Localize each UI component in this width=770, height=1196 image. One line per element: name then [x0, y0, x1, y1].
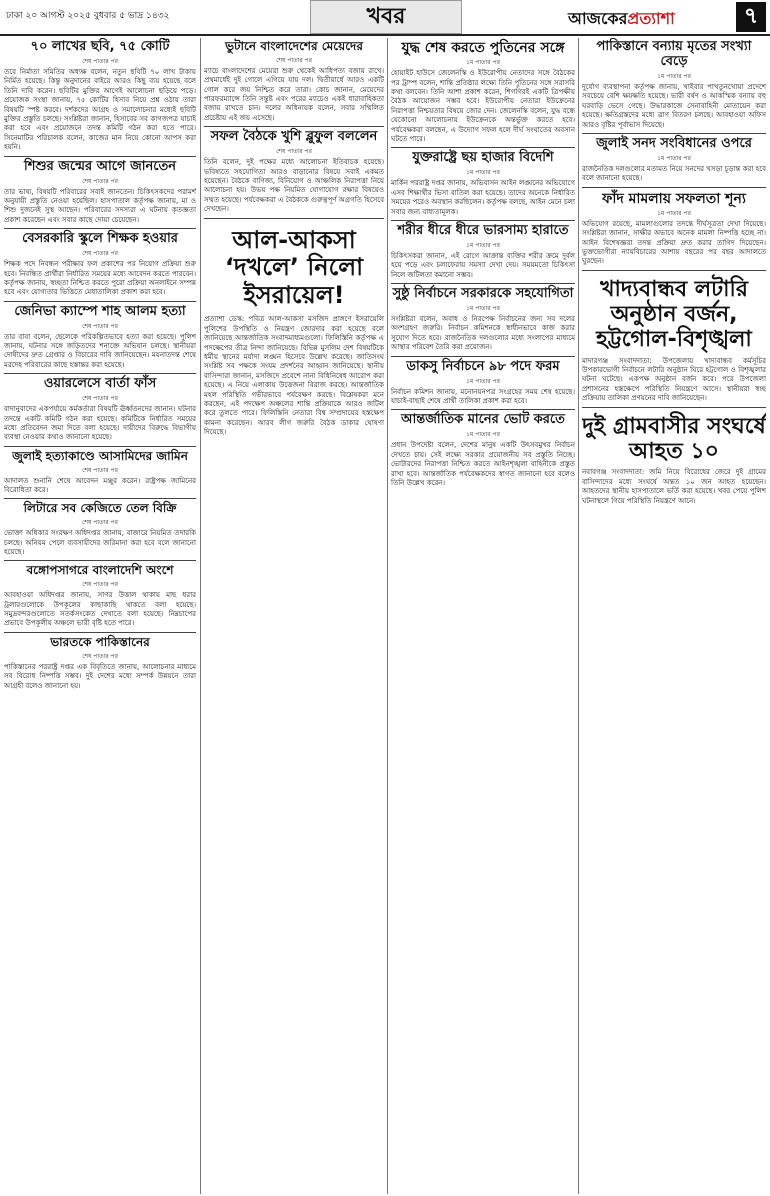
article-body: প্রধান উপদেষ্টা বলেন, দেশের মানুষ একটি উৎসবমুখর নির্বাচন দেখতে চায়। সেই লক্ষ্যে সরকার প্রয়োজনীয় সব প্রস্তুতি নিচ্ছে। ভোটারদের নিরাপত্তা নিশ্চিত করতে আইনশৃঙ্খলা বাহিনীকে প্রস্তুত রাখা হবে। আন্তর্জাতিক পর্যবেক্ষকদের স্বাগত জানানো হবে বলেও তিনি উল্লেখ করেন।	[391, 441, 575, 487]
headline: জুলাই সনদ সংবিধানের ওপরে	[596, 135, 752, 151]
headline: শরীর ধীরে ধীরে ভারসাম্য হারাতে	[397, 222, 569, 238]
continuation-note: শেষ পাতার পর	[82, 177, 118, 185]
divider	[4, 560, 196, 561]
article-body: তার বাবা বলেন, ছেলেকে পরিকল্পিতভাবে হত্যা করা হয়েছে। পুলিশ জানায়, ঘটনার সঙ্গে জড়িতদের শনাক্তে অভিযান চলছে। স্থানীয়রা দোষীদের দ্রুত গ্রেপ্তার ও বিচারের দাবি জানিয়েছেন। ময়নাতদন্ত শেষে মরদেহ পরিবারের কাছে হস্তান্তর করা হয়েছে।	[4, 332, 196, 369]
continuation-note: ১ম পাতার পর	[657, 154, 691, 162]
divider	[4, 373, 196, 374]
continuation-note: শেষ পাতার পর	[82, 466, 118, 474]
lead-headline: খাদ্যবান্ধব লটারি অনুষ্ঠান বর্জন, হট্টগোল-বিশৃঙ্খলা	[596, 276, 752, 353]
divider	[4, 446, 196, 447]
lead-headline: দুই গ্রামবাসীর সংঘর্ষে আহত ১০	[582, 413, 766, 464]
article-body: মার্কিন পররাষ্ট্র দপ্তর জানায়, অভিবাসন আইন লঙ্ঘনের অভিযোগে এসব শিক্ষার্থীর ভিসা বাতিল করা হয়েছে। তাদের অনেকে নির্ধারিত সময়ের পরেও অবস্থান করছিলেন। কর্তৃপক্ষ বলছে, আইন মেনে চলা সবার জন্য বাধ্যতামূলক।	[391, 179, 575, 216]
column-4	[582, 38, 766, 1194]
headline: শিশুর জন্মের আগে জানতেন	[24, 158, 176, 174]
divider	[391, 147, 575, 148]
headline: জেনিভা ক্যাম্পে শাহ আলম হত্যা	[14, 303, 186, 319]
headline: বেসরকারি স্কুলে শিক্ষক হওয়ার	[22, 231, 178, 247]
article-body: আদালত শুনানি শেষে আবেদন মঞ্জুর করেন। রাষ্ট্রপক্ষ জামিনের বিরোধিতা করে।	[4, 476, 196, 495]
continuation-note: শেষ পাতার পর	[82, 652, 118, 660]
article-body: শিক্ষক পদে নিবন্ধন পরীক্ষার ফল প্রকাশের পর নিয়োগ প্রক্রিয়া শুরু হবে। নিবন্ধিত প্রার্থীরা নির্ধারিত সময়ের মধ্যে আবেদন করতে পারবেন। কর্তৃপক্ষ জানায়, স্বচ্ছতা নিশ্চিত করতে পুরো প্রক্রিয়া অনলাইনে সম্পন্ন হবে এবং যোগ্যতার ভিত্তিতে মেধাতালিকা প্রকাশ করা হবে।	[4, 260, 196, 297]
divider	[4, 498, 196, 499]
headline: ৭০ লাখের ছবি, ৭৫ কোটি	[30, 39, 170, 54]
divider	[582, 407, 766, 408]
continuation-note: ১ম পাতার পর	[466, 169, 500, 177]
headline: বঙ্গোপসাগরে বাংলাদেশি অংশে	[26, 563, 174, 578]
page-number: ৭	[736, 2, 766, 32]
headline: লিটারে সব কেজিতে তেল বিক্রি	[23, 501, 177, 516]
article-body: আবহাওয়া অধিদপ্তর জানায়, সাগর উত্তাল থাকায় মাছ ধরার ট্রলারগুলোকে উপকূলের কাছাকাছি থাকতে বলা হয়েছে। সমুদ্রবন্দরগুলোতে সতর্কসংকেত দেখাতে বলা হয়েছে। নিম্নচাপের প্রভাবে উপকূলীয় অঞ্চলে ভারী বৃষ্টি হতে পারে।	[4, 591, 196, 628]
continuation-note: ১ম পাতার পর	[466, 241, 500, 249]
article-body: প্রত্যাশা ডেস্ক: পবিত্র আল-আকসা মসজিদ প্রাঙ্গণে ইসরায়েলি পুলিশের উপস্থিতি ও নিয়ন্ত্রণ জোরদার করা হয়েছে বলে জানিয়েছে আন্তর্জাতিক সংবাদমাধ্যমগুলো। ফিলিস্তিনি কর্তৃপক্ষ এ পদক্ষেপের তীব্র নিন্দা জানিয়েছে। বিভিন্ন মুসলিম দেশ বিষয়টিকে ধর্মীয় স্থানের মর্যাদা লঙ্ঘন হিসেবে উল্লেখ করেছে। জাতিসংঘ সংশ্লিষ্ট সব পক্ষকে সংযম প্রদর্শনের আহ্বান জানিয়েছে। স্থানীয় বাসিন্দারা জানান, মসজিদে প্রবেশে নানা বিধিনিষেধ আরোপ করা হয়েছে। এ নিয়ে এলাকায় উত্তেজনা বিরাজ করছে। আন্তর্জাতিক মহল পরিস্থিতি গভীরভাবে পর্যবেক্ষণ করছে। বিশ্লেষকরা মনে করছেন, এই পদক্ষেপ অঞ্চলের শান্তি প্রক্রিয়াকে আরও জটিল করে তুলতে পারে। ফিলিস্তিনি নেতারা বিশ্ব সম্প্রদায়ের হস্তক্ষেপ কামনা করেছেন। আরব লীগ জরুরি বৈঠক ডাকার ঘোষণা দিয়েছে।	[204, 315, 384, 437]
column-divider	[387, 38, 388, 1194]
column-1	[4, 38, 196, 1194]
divider	[4, 632, 196, 633]
headline: ওয়ারলেসে বার্তা ফাঁস	[43, 376, 157, 392]
article-body: চিকিৎসকরা জানান, এই রোগে আক্রান্ত ব্যক্তির শরীর ক্রমে দুর্বল হয়ে পড়ে এবং চলাফেরায় সমস্যা দেখা দেয়। সময়মতো চিকিৎসা নিলে জটিলতা কমানো সম্ভব।	[391, 251, 575, 279]
continuation-note: শেষ পাতার পর	[82, 57, 118, 65]
divider	[204, 218, 384, 219]
date-line: ঢাকা ২০ আগস্ট ২০২৫ বুধবার ৫ ভাদ্র ১৪৩২	[6, 11, 170, 21]
headline: জুলাই হত্যাকাণ্ডে আসামিদের জামিন	[12, 448, 188, 463]
divider	[391, 220, 575, 221]
article-body: হোয়াইট হাউসে জেলেনস্কি ও ইউরোপীয় নেতাদের সঙ্গে বৈঠকের পর ট্রাম্প বলেন, শান্তি প্রতিষ্ঠার লক্ষ্যে তিনি পুতিনের সঙ্গে সরাসরি কথা বলবেন। তিনি আশা প্রকাশ করেন, শিগগিরই একটি ত্রিপক্ষীয় বৈঠক আয়োজন সম্ভব হবে। ইউরোপীয় নেতারা ইউক্রেনের নিরাপত্তা নিশ্চয়তার বিষয়ে জোর দেন। জেলেনস্কি বলেন, যুদ্ধ বন্ধে যেকোনো আলোচনায় ইউক্রেনকে অন্তর্ভুক্ত করতে হবে। পর্যবেক্ষকরা বলছেন, এ উদ্যোগ সফল হলে দীর্ঘ সংঘাতের অবসান ঘটতে পারে।	[391, 69, 575, 143]
headline: যুক্তরাষ্ট্রে ছয় হাজার বিদেশি	[412, 150, 554, 166]
continuation-note: শেষ পাতার পর	[82, 322, 118, 330]
divider	[4, 156, 196, 157]
continuation-note: ১ম পাতার পর	[466, 59, 500, 67]
continuation-note: ১ম পাতার পর	[466, 431, 500, 439]
continuation-note: ১ম পাতার পর	[657, 72, 691, 80]
headline: যুদ্ধ শেষ করতে পুতিনের সঙ্গে	[401, 40, 565, 56]
divider	[4, 228, 196, 229]
article-body: তিনি বলেন, দুই পক্ষের মধ্যে আলোচনা ইতিবাচক হয়েছে। ভবিষ্যতে সহযোগিতা আরও বাড়ানোর বিষয়ে সবাই একমত হয়েছেন। বৈঠকে বাণিজ্য, বিনিয়োগ ও আঞ্চলিক নিরাপত্তা নিয়ে আলোচনা হয়। উভয় পক্ষ নিয়মিত যোগাযোগ রক্ষার বিষয়েও সম্মত হয়েছে। পর্যবেক্ষকরা এ বৈঠককে গুরুত্বপূর্ণ অগ্রগতি হিসেবে দেখছেন।	[204, 158, 384, 214]
article-body: বাদানুবাদের একপর্যায়ে কর্মকর্তারা বিষয়টি ঊর্ধ্বতনদের জানান। ঘটনার তদন্তে একটি কমিটি গঠন করা হয়েছে। কমিটিকে নির্ধারিত সময়ের মধ্যে প্রতিবেদন জমা দিতে বলা হয়েছে। দায়ীদের বিরুদ্ধে বিভাগীয় ব্যবস্থা নেওয়ার কথাও জানানো হয়েছে।	[4, 405, 196, 442]
continuation-note: ১ম পাতার পর	[466, 305, 500, 312]
headline: ভারতকে পাকিস্তানের	[50, 634, 150, 649]
brand-prefix: আজকের	[568, 9, 628, 28]
lead-headline: আল-আকসা ‘দখলে’ নিলো ইসরায়েল!	[224, 225, 364, 309]
article-body: রাজনৈতিক দলগুলোর মতামত নিয়ে সনদের খসড়া চূড়ান্ত করা হবে বলে জানানো হয়েছে।	[582, 164, 766, 183]
divider	[204, 126, 384, 127]
divider	[391, 283, 575, 284]
headline: আন্তর্জাতিক মানের ভোট করতে	[401, 412, 565, 428]
column-divider	[578, 38, 579, 1194]
brand-logo	[568, 6, 675, 33]
continuation-note: শেষ পাতার পর	[82, 395, 118, 403]
continuation-note: শেষ পাতার পর	[82, 250, 118, 258]
masthead	[0, 0, 770, 36]
article-body: মাদারগঞ্জ সংবাদদাতা: উপজেলায় খাদ্যবান্ধব কর্মসূচির উপকারভোগী নির্বাচনে লটারি অনুষ্ঠান ঘিরে হট্টগোল ও বিশৃঙ্খলার ঘটনা ঘটেছে। একপক্ষ অনুষ্ঠান বর্জন করে। পরে উপজেলা প্রশাসনের হস্তক্ষেপে পরিস্থিতি নিয়ন্ত্রণে আসে। স্থানীয়রা স্বচ্ছ প্রক্রিয়ায় তালিকা প্রণয়নের দাবি জানিয়েছেন।	[582, 356, 766, 403]
divider	[391, 409, 575, 410]
column-divider	[200, 38, 201, 1194]
article-body: নির্বাচন কমিশন জানায়, মনোনয়নপত্র সংগ্রহের সময় শেষ হয়েছে। যাচাই-বাছাই শেষে প্রার্থী তালিকা প্রকাশ করা হবে।	[391, 387, 575, 405]
continuation-note: শেষ পাতার পর	[82, 581, 118, 589]
article-body: ভোক্তা অধিকার সংরক্ষণ অধিদপ্তর জানায়, বাজারে নিয়মিত তদারকি চলছে। অনিয়ম পেলে ব্যবসায়ীদের জরিমানা করা হবে বলে জানানো হয়েছে।	[4, 529, 196, 557]
article-body: পাকিস্তানের পররাষ্ট্র দপ্তর এক বিবৃতিতে জানায়, আলোচনার মাধ্যমে সব বিরোধ নিষ্পত্তি সম্ভব। দুই দেশের মধ্যে সম্পর্ক উন্নয়নে তারা আগ্রহী বলেও জানানো হয়।	[4, 662, 196, 690]
continuation-note: ১ম পাতার পর	[657, 209, 691, 217]
divider	[391, 356, 575, 357]
article-body: নবাবগঞ্জ সংবাদদাতা: জমি নিয়ে বিরোধের জেরে দুই গ্রামের বাসিন্দাদের মধ্যে সংঘর্ষে অন্তত ১০ জন আহত হয়েছেন। আহতদের স্থানীয় হাসপাতালে ভর্তি করা হয়েছে। খবর পেয়ে পুলিশ ঘটনাস্থলে গিয়ে পরিস্থিতি নিয়ন্ত্রণে আনে।	[582, 468, 766, 505]
article-body: তার ভাষ্য, বিষয়টি পরিবারের সবাই জানতেন। চিকিৎসকদের পরামর্শ অনুযায়ী প্রস্তুতি নেওয়া হয়েছিল। হাসপাতাল কর্তৃপক্ষ জানায়, মা ও শিশু দুজনেই সুস্থ আছেন। পরিবারের সদস্যরা এ ঘটনায় কৃতজ্ঞতা প্রকাশ করেছেন এবং সবার কাছে দোয়া চেয়েছেন।	[4, 187, 196, 224]
divider	[582, 133, 766, 134]
continuation-note: শেষ পাতার পর	[276, 56, 312, 64]
headline: ফাঁদ মামলায় সফলতা শূন্য	[602, 190, 746, 207]
continuation-note: ১ম পাতার পর	[466, 377, 500, 385]
article-body: দুর্যোগ ব্যবস্থাপনা কর্তৃপক্ষ জানায়, খাইবার পাখতুনখোয়া প্রদেশে সবচেয়ে বেশি ক্ষয়ক্ষতি হয়েছে। ভারী বর্ষণ ও আকস্মিক বন্যায় বহু ঘরবাড়ি ভেসে গেছে। উদ্ধারকাজে সেনাবাহিনী মোতায়েন করা হয়েছে। ক্ষতিগ্রস্তদের মধ্যে ত্রাণ বিতরণ চলছে। আবহাওয়া অফিস আরও বৃষ্টির পূর্বাভাস দিয়েছে।	[582, 82, 766, 129]
divider	[582, 270, 766, 271]
article-body: অভিযোগ রয়েছে, মামলাগুলোর তদন্তে দীর্ঘসূত্রতা দেখা দিয়েছে। সংশ্লিষ্টরা জানান, সাক্ষীর অভাবে অনেক মামলা নিষ্পত্তি হচ্ছে না। আইন বিশেষজ্ঞরা তদন্ত প্রক্রিয়া দ্রুত করার তাগিদ দিয়েছেন। ভুক্তভোগীরা ন্যায়বিচারের আশায় বছরের পর বছর আদালতে ঘুরছেন।	[582, 219, 766, 266]
article-body: তবে নির্মাতা সমিতির অধ্যক্ষ বলেন, নতুন ছবিটি ৭০ লাখ টাকায় নির্মিত হয়েছে। কিন্তু অনুদানের বাইরে আরও কিছু ব্যয় হয়েছে বলে তিনি দাবি করেন। ছবিটির মুক্তির আগেই আলোচনা ছড়িয়ে পড়ে। প্রযোজক সংস্থা জানায়, ৭৫ কোটির হিসাব নিয়ে প্রশ্ন ওঠায় তারা বিষয়টি স্পষ্ট করবে। দর্শকদের আগ্রহ ও সমালোচনার মধ্যেই ছবিটি মুক্তির প্রস্তুতি চলছে। সংশ্লিষ্টরা জানান, হিসাবের সব কাগজপত্র যাচাই করা হবে এবং প্রয়োজনে তদন্ত কমিটি গঠন করা হতে পারে। সিনেমাটির পরিচালক বলেন, কাজের মান নিয়ে কোনো আপস করা হয়নি।	[4, 67, 196, 152]
article-body: সংশ্লিষ্টরা বলেন, অবাধ ও নিরপেক্ষ নির্বাচনের জন্য সব দলের অংশগ্রহণ জরুরি। নির্বাচন কমিশনকে স্বাধীনভাবে কাজ করার সুযোগ দিতে হবে। রাজনৈতিক দলগুলোর মধ্যে সংলাপের মাধ্যমে আস্থার পরিবেশ তৈরি করা প্রয়োজন।	[391, 315, 575, 352]
headline: ডাকসু নির্বাচনে ৯৮ পদে ফরম	[406, 358, 560, 374]
article-body: ম্যাচে বাংলাদেশের মেয়েরা শুরু থেকেই আধিপত্য বজায় রাখে। প্রথমার্ধেই দুই গোলে এগিয়ে যায় দল। দ্বিতীয়ার্ধে আরও একটি গোল করে জয় নিশ্চিত করে তারা। কোচ জানান, মেয়েদের পারফরম্যান্সে তিনি সন্তুষ্ট এবং পরের ম্যাচেও একই ধারাবাহিকতা বজায় রাখতে চান। দলের অধিনায়ক বলেন, সবার সম্মিলিত প্রচেষ্টায় এই জয় এসেছে।	[204, 66, 384, 122]
column-2	[204, 38, 384, 1194]
continuation-note: শেষ পাতার পর	[276, 148, 312, 156]
brand-accent: প্রত্যাশা	[627, 9, 675, 28]
headline: সফল বৈঠকে খুশি ব্লুফুল বললেন	[210, 129, 378, 145]
headline: সুষ্ঠু নির্বাচনে সরকারকে সহযোগিতা	[392, 286, 574, 302]
section-title: খবর	[310, 0, 462, 34]
column-3	[391, 38, 575, 1194]
headline: ভুটানে বাংলাদেশের মেয়েদের	[225, 39, 363, 53]
continuation-note: শেষ পাতার পর	[82, 519, 118, 527]
divider	[582, 187, 766, 188]
headline: পাকিস্তানে বন্যায় মৃতের সংখ্যা বেড়ে	[596, 39, 752, 69]
divider	[4, 301, 196, 302]
